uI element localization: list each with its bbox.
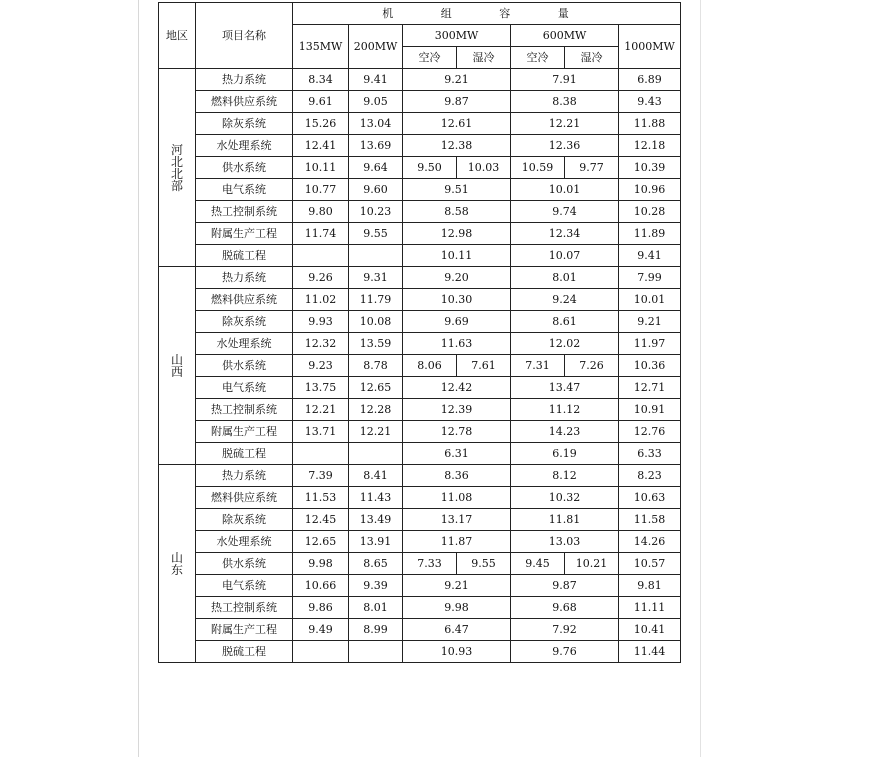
table-row	[159, 641, 681, 663]
value-600mw-wet-cool: 7.26	[565, 355, 619, 377]
value-200mw: 8.99	[349, 619, 403, 641]
value-1000mw: 14.26	[619, 531, 681, 553]
value-1000mw: 9.41	[619, 245, 681, 267]
value-1000mw: 11.11	[619, 597, 681, 619]
value-200mw: 9.39	[349, 575, 403, 597]
value-135mw: 9.93	[293, 311, 349, 333]
value-1000mw: 10.91	[619, 399, 681, 421]
header-300-air-cool: 空冷	[403, 47, 457, 69]
value-600mw: 7.92	[511, 619, 619, 641]
item-name: 供水系统	[196, 355, 293, 377]
item-name: 附属生产工程	[196, 619, 293, 641]
item-name: 除灰系统	[196, 509, 293, 531]
value-200mw: 9.41	[349, 69, 403, 91]
value-200mw: 8.01	[349, 597, 403, 619]
value-200mw: 8.65	[349, 553, 403, 575]
item-name: 供水系统	[196, 553, 293, 575]
value-300mw: 12.42	[403, 377, 511, 399]
value-135mw: 11.74	[293, 223, 349, 245]
item-name: 燃料供应系统	[196, 91, 293, 113]
value-300mw: 8.36	[403, 465, 511, 487]
header-600-air-cool: 空冷	[511, 47, 565, 69]
region-name	[159, 267, 196, 465]
value-200mw: 13.04	[349, 113, 403, 135]
value-300mw: 8.58	[403, 201, 511, 223]
value-300mw: 10.93	[403, 641, 511, 663]
value-600mw-air-cool: 7.31	[511, 355, 565, 377]
value-300mw: 11.08	[403, 487, 511, 509]
value-135mw	[293, 245, 349, 267]
value-135mw: 11.02	[293, 289, 349, 311]
value-200mw: 11.79	[349, 289, 403, 311]
value-135mw: 9.26	[293, 267, 349, 289]
value-135mw: 8.34	[293, 69, 349, 91]
value-135mw: 10.11	[293, 157, 349, 179]
table-row	[159, 355, 681, 377]
region-name	[159, 465, 196, 663]
item-name: 热工控制系统	[196, 201, 293, 223]
value-300mw: 12.38	[403, 135, 511, 157]
item-name: 电气系统	[196, 575, 293, 597]
header-1000mw: 1000MW	[619, 25, 681, 69]
value-300mw: 12.61	[403, 113, 511, 135]
region-name-char: 西	[170, 364, 183, 379]
value-300mw: 6.47	[403, 619, 511, 641]
value-300mw-air-cool: 7.33	[403, 553, 457, 575]
value-300mw: 12.78	[403, 421, 511, 443]
value-135mw: 9.98	[293, 553, 349, 575]
value-200mw: 10.23	[349, 201, 403, 223]
value-200mw: 8.78	[349, 355, 403, 377]
value-600mw: 10.01	[511, 179, 619, 201]
table-row	[159, 421, 681, 443]
value-600mw: 9.74	[511, 201, 619, 223]
value-200mw	[349, 443, 403, 465]
value-600mw: 9.76	[511, 641, 619, 663]
header-135mw: 135MW	[293, 25, 349, 69]
value-135mw: 9.86	[293, 597, 349, 619]
value-200mw: 9.05	[349, 91, 403, 113]
value-300mw: 9.51	[403, 179, 511, 201]
table-row	[159, 575, 681, 597]
value-1000mw: 9.81	[619, 575, 681, 597]
item-name: 热工控制系统	[196, 597, 293, 619]
item-name: 脱硫工程	[196, 245, 293, 267]
page-edge-right	[700, 0, 701, 757]
value-600mw: 8.61	[511, 311, 619, 333]
unit-capacity-table	[158, 2, 681, 663]
value-300mw-air-cool: 9.50	[403, 157, 457, 179]
header-300-wet-cool: 湿冷	[457, 47, 511, 69]
value-200mw: 9.60	[349, 179, 403, 201]
value-600mw: 12.21	[511, 113, 619, 135]
table-row	[159, 443, 681, 465]
value-1000mw: 7.99	[619, 267, 681, 289]
value-1000mw: 8.23	[619, 465, 681, 487]
value-135mw: 10.77	[293, 179, 349, 201]
value-135mw: 12.32	[293, 333, 349, 355]
value-135mw: 12.41	[293, 135, 349, 157]
value-200mw: 13.59	[349, 333, 403, 355]
region-name-char: 部	[170, 178, 183, 193]
value-135mw	[293, 443, 349, 465]
value-300mw: 13.17	[403, 509, 511, 531]
value-600mw: 12.36	[511, 135, 619, 157]
value-1000mw: 9.43	[619, 91, 681, 113]
item-name: 除灰系统	[196, 311, 293, 333]
value-1000mw: 6.89	[619, 69, 681, 91]
value-600mw: 11.12	[511, 399, 619, 421]
value-1000mw: 10.01	[619, 289, 681, 311]
value-300mw-wet-cool: 7.61	[457, 355, 511, 377]
region-name-char: 山	[170, 352, 183, 367]
value-135mw: 9.80	[293, 201, 349, 223]
item-name: 燃料供应系统	[196, 289, 293, 311]
table-row	[159, 157, 681, 179]
value-300mw: 11.63	[403, 333, 511, 355]
value-135mw: 11.53	[293, 487, 349, 509]
value-300mw: 9.98	[403, 597, 511, 619]
value-200mw: 9.64	[349, 157, 403, 179]
page-edge-left	[138, 0, 139, 757]
value-1000mw: 11.44	[619, 641, 681, 663]
value-300mw: 10.30	[403, 289, 511, 311]
item-name: 脱硫工程	[196, 443, 293, 465]
value-200mw	[349, 641, 403, 663]
header-region: 地区	[159, 3, 196, 69]
table-row	[159, 91, 681, 113]
region-name-char: 北	[170, 154, 183, 169]
region-name-char: 山	[170, 550, 183, 565]
value-600mw: 7.91	[511, 69, 619, 91]
value-200mw: 12.65	[349, 377, 403, 399]
table-row	[159, 619, 681, 641]
table-row	[159, 223, 681, 245]
value-600mw-wet-cool: 9.77	[565, 157, 619, 179]
value-1000mw: 9.21	[619, 311, 681, 333]
value-600mw: 8.12	[511, 465, 619, 487]
value-1000mw: 11.88	[619, 113, 681, 135]
value-300mw: 9.87	[403, 91, 511, 113]
item-name: 供水系统	[196, 157, 293, 179]
value-1000mw: 10.96	[619, 179, 681, 201]
value-600mw: 13.47	[511, 377, 619, 399]
value-600mw: 10.32	[511, 487, 619, 509]
item-name: 水处理系统	[196, 531, 293, 553]
region-name	[159, 69, 196, 267]
table-row	[159, 509, 681, 531]
value-600mw: 12.02	[511, 333, 619, 355]
region-name-char: 北	[170, 166, 183, 181]
value-200mw: 12.21	[349, 421, 403, 443]
value-135mw: 13.71	[293, 421, 349, 443]
value-135mw: 9.49	[293, 619, 349, 641]
value-300mw: 9.69	[403, 311, 511, 333]
value-300mw: 12.39	[403, 399, 511, 421]
value-135mw: 12.45	[293, 509, 349, 531]
value-200mw: 11.43	[349, 487, 403, 509]
value-300mw: 11.87	[403, 531, 511, 553]
value-600mw: 9.24	[511, 289, 619, 311]
value-600mw: 9.68	[511, 597, 619, 619]
value-135mw: 9.61	[293, 91, 349, 113]
value-135mw: 10.66	[293, 575, 349, 597]
item-name: 热力系统	[196, 69, 293, 91]
item-name: 脱硫工程	[196, 641, 293, 663]
header-200mw: 200MW	[349, 25, 403, 69]
value-135mw	[293, 641, 349, 663]
value-600mw: 6.19	[511, 443, 619, 465]
value-1000mw: 12.18	[619, 135, 681, 157]
value-135mw: 13.75	[293, 377, 349, 399]
value-600mw: 8.01	[511, 267, 619, 289]
item-name: 水处理系统	[196, 333, 293, 355]
table-row	[159, 113, 681, 135]
value-300mw-wet-cool: 10.03	[457, 157, 511, 179]
region-name-char: 河	[170, 142, 183, 157]
value-1000mw: 6.33	[619, 443, 681, 465]
table-row	[159, 597, 681, 619]
header-project: 项目名称	[196, 3, 293, 69]
table-row	[159, 311, 681, 333]
value-1000mw: 10.36	[619, 355, 681, 377]
value-600mw-air-cool: 10.59	[511, 157, 565, 179]
value-300mw: 6.31	[403, 443, 511, 465]
item-name: 附属生产工程	[196, 421, 293, 443]
table-row	[159, 531, 681, 553]
table-row	[159, 267, 681, 289]
header-600mw: 600MW	[511, 25, 619, 47]
header-300mw: 300MW	[403, 25, 511, 47]
value-600mw-air-cool: 9.45	[511, 553, 565, 575]
table-row	[159, 69, 681, 91]
value-1000mw: 11.58	[619, 509, 681, 531]
value-600mw: 11.81	[511, 509, 619, 531]
value-135mw: 7.39	[293, 465, 349, 487]
table-row	[159, 245, 681, 267]
value-600mw-wet-cool: 10.21	[565, 553, 619, 575]
value-200mw: 9.31	[349, 267, 403, 289]
value-200mw: 13.69	[349, 135, 403, 157]
item-name: 热力系统	[196, 465, 293, 487]
table-row	[159, 333, 681, 355]
item-name: 热工控制系统	[196, 399, 293, 421]
value-200mw: 13.91	[349, 531, 403, 553]
value-200mw: 12.28	[349, 399, 403, 421]
value-300mw: 10.11	[403, 245, 511, 267]
value-200mw	[349, 245, 403, 267]
table-row	[159, 135, 681, 157]
value-1000mw: 11.89	[619, 223, 681, 245]
value-300mw-wet-cool: 9.55	[457, 553, 511, 575]
value-1000mw: 10.41	[619, 619, 681, 641]
value-300mw: 12.98	[403, 223, 511, 245]
value-600mw: 14.23	[511, 421, 619, 443]
table-row	[159, 289, 681, 311]
value-300mw-air-cool: 8.06	[403, 355, 457, 377]
value-1000mw: 10.28	[619, 201, 681, 223]
value-300mw: 9.21	[403, 575, 511, 597]
table-row	[159, 377, 681, 399]
value-135mw: 9.23	[293, 355, 349, 377]
item-name: 热力系统	[196, 267, 293, 289]
value-1000mw: 10.63	[619, 487, 681, 509]
item-name: 除灰系统	[196, 113, 293, 135]
region-name-char: 东	[170, 562, 183, 577]
value-1000mw: 12.71	[619, 377, 681, 399]
value-200mw: 8.41	[349, 465, 403, 487]
item-name: 电气系统	[196, 377, 293, 399]
value-135mw: 12.21	[293, 399, 349, 421]
value-200mw: 9.55	[349, 223, 403, 245]
value-600mw: 13.03	[511, 531, 619, 553]
value-600mw: 8.38	[511, 91, 619, 113]
header-capacity: 机 组 容 量	[293, 3, 681, 25]
item-name: 电气系统	[196, 179, 293, 201]
value-1000mw: 10.57	[619, 553, 681, 575]
table-row	[159, 487, 681, 509]
value-200mw: 13.49	[349, 509, 403, 531]
header-600-wet-cool: 湿冷	[565, 47, 619, 69]
value-135mw: 12.65	[293, 531, 349, 553]
table-row	[159, 399, 681, 421]
item-name: 附属生产工程	[196, 223, 293, 245]
value-300mw: 9.20	[403, 267, 511, 289]
value-135mw: 15.26	[293, 113, 349, 135]
value-300mw: 9.21	[403, 69, 511, 91]
table-row	[159, 201, 681, 223]
table-row	[159, 179, 681, 201]
item-name: 燃料供应系统	[196, 487, 293, 509]
value-1000mw: 11.97	[619, 333, 681, 355]
value-600mw: 10.07	[511, 245, 619, 267]
value-1000mw: 10.39	[619, 157, 681, 179]
value-200mw: 10.08	[349, 311, 403, 333]
value-600mw: 9.87	[511, 575, 619, 597]
value-600mw: 12.34	[511, 223, 619, 245]
table-row	[159, 553, 681, 575]
table-row	[159, 465, 681, 487]
value-1000mw: 12.76	[619, 421, 681, 443]
item-name: 水处理系统	[196, 135, 293, 157]
